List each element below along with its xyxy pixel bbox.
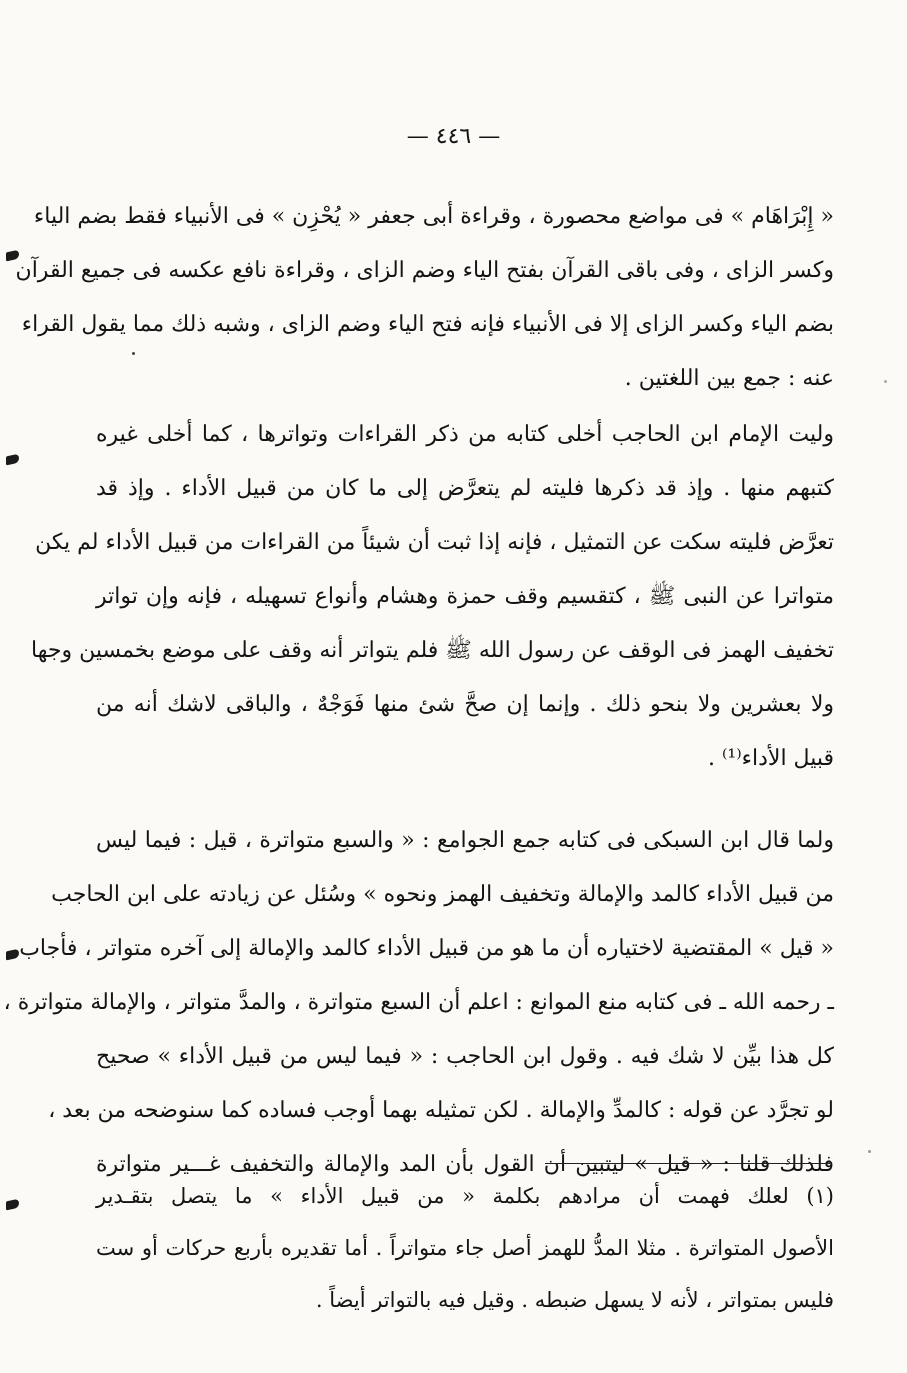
text-line: وليت الإمام ابن الحاجب أخلى كتابه من ذكر القراءات وتواترها ، كما أخلى غيره [96, 422, 834, 447]
binding-mark [6, 454, 19, 466]
scan-speck [132, 352, 135, 355]
binding-mark [6, 1199, 19, 1211]
text-line: « قيل » المقتضية لاختياره أن ما هو من قبيل الأداء كالمد والإمالة إلى آخره متواتر ، فأجاب [19, 936, 834, 961]
footnote-1 [96, 1170, 834, 1326]
footnote-divider [545, 1163, 830, 1164]
text-line: عنه : جمع بين اللغتين . [624, 366, 834, 391]
text-line: ـ رحمه الله ـ فى كتابه منع الموانع : اعلم أن السبع متواترة ، والمدَّ متواتر ، والإمالة متواترة ، [3, 990, 834, 1015]
text-line: تعرَّض فليته سكت عن التمثيل ، فإنه إذا ثبت أن شيئاً من القراءات من قبيل الأداء لم يكن [35, 530, 834, 555]
binding-mark [6, 949, 19, 961]
footnote-line: (١) لعلك فهمت أن مرادهم بكلمة « من قبيل الأداء » ما يتصل بتقـدير [96, 1184, 834, 1208]
text-line: « إِبْرَاهَام » فى مواضع محصورة ، وقراءة أبى جعفر « يُحْزِن » فى الأنبياء فقط بضم الياء [33, 204, 834, 229]
text-line: قبيل الأداء⁽¹⁾ . [708, 746, 834, 771]
text-line: من قبيل الأداء كالمد والإمالة وتخفيف الهمز ونحوه » وسُئل عن زيادته على ابن الحاجب [51, 882, 834, 907]
text-line: متواترا عن النبى ﷺ ، كتقسيم وقف حمزة وهشام وأنواع تسهيله ، فإنه وإن تواتر [96, 584, 834, 609]
text-line: كل هذا بيِّن لا شك فيه . وقول ابن الحاجب : « فيما ليس من قبيل الأداء » صحيح [96, 1044, 834, 1069]
scan-speck [868, 1150, 871, 1153]
text-line: تخفيف الهمز فى الوقف عن رسول الله ﷺ فلم يتواتر أنه وقف على موضع بخمسين وجها [31, 638, 834, 663]
text-line: لو تجرَّد عن قوله : كالمدِّ والإمالة . لكن تمثيله بهما أوجب فساده كما سنوضحه من بعد ، [48, 1098, 834, 1123]
footnote-line: فليس بمتواتر ، لأنه لا يسهل ضبطه . وقيل فيه بالتواتر أيضاً . [315, 1288, 834, 1312]
paragraph-3 [3, 814, 834, 1192]
text-line: كتبهم منها . وإذ قد ذكرها فليته لم يتعرَّض إلى ما كان من قبيل الأداء . وإذ قد [96, 476, 834, 501]
text-line: فلذلك قلنا : « قيل » ليتبين أن القول بأن المد والإمالة والتخفيف غـــير متواترة [96, 1152, 834, 1177]
text-line: بضم الياء وكسر الزاى إلا فى الأنبياء فإنه فتح الياء وضم الزاى ، وشبه ذلك مما يقول القراء [21, 312, 834, 337]
text-line: ولا بعشرين ولا بنحو ذلك . وإنما إن صحَّ شئ منها فَوَجْهٌ ، والباقى لاشك أنه من [96, 692, 834, 717]
footnote-line: الأصول المتواترة . مثلا المدُّ للهمز أصل جاء متواتراً . أما تقديره بأربع حركات أو ست [96, 1236, 834, 1260]
paragraph-2 [31, 408, 834, 786]
page-number: — ٤٤٦ — [406, 124, 501, 149]
text-line: وكسر الزاى ، وفى باقى القرآن بفتح الياء وضم الزاى ، وقراءة نافع عكسه فى جميع القرآن [15, 258, 834, 283]
text-line: ولما قال ابن السبكى فى كتابه جمع الجوامع : « والسبع متواترة ، قيل : فيما ليس [96, 828, 834, 853]
scan-speck [884, 380, 887, 383]
paragraph-1 [15, 190, 834, 406]
